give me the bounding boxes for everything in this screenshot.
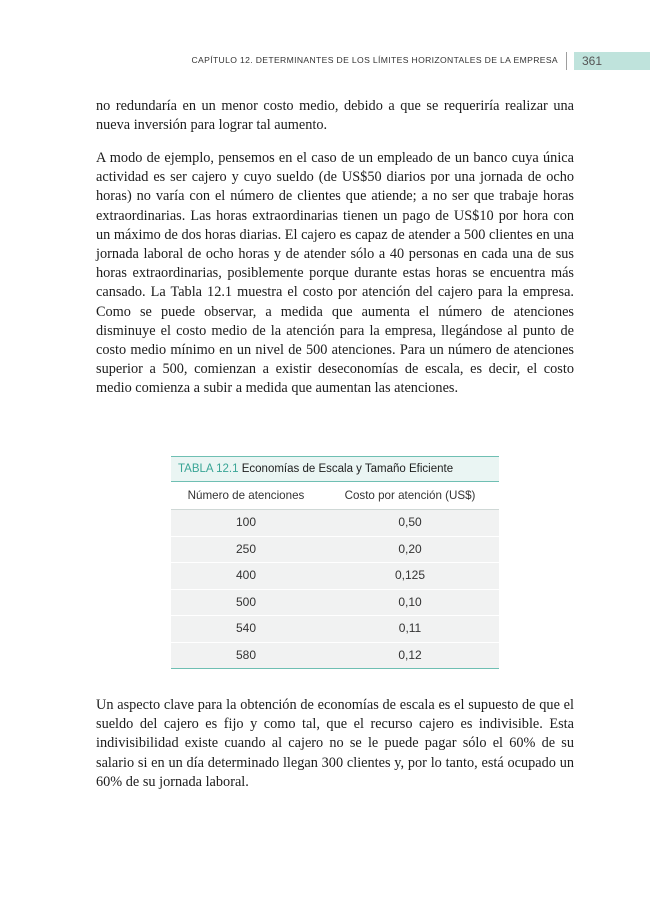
table-caption [171, 456, 499, 482]
cell-attentions: 500 [235, 594, 257, 609]
table-row [171, 510, 499, 537]
table-row [171, 563, 499, 590]
table-label: TABLA 12.1 [178, 463, 239, 475]
cell-attentions: 400 [235, 568, 257, 582]
running-header [0, 52, 650, 70]
chapter-title: CAPÍTULO 12. DETERMINANTES DE LOS LÍMITES HORIZONTALES DE LA EMPRESA [191, 55, 558, 65]
cell-cost: 0,50 [398, 515, 422, 529]
table-row [171, 643, 499, 670]
table-row [171, 590, 499, 617]
cell-attentions: 580 [235, 647, 257, 662]
page-number: 361 [574, 52, 650, 70]
table-row [171, 537, 499, 564]
cell-attentions: 540 [235, 621, 257, 635]
cell-cost: 0,20 [398, 541, 422, 556]
paragraph-indivisibility: Un aspecto clave para la obtención de economías de escala es el supuesto de que el sueldo del cajero es fijo y como tal, que el recurso cajero es indivisible. Esta indivisibilidad existe cuando al cajero no se le puede pagar sólo el 60% de su salario si en un día determinado llegan 300 clientes y, por lo tanto, está ocupado un 60% de su jornada laboral. [96, 697, 574, 790]
cell-attentions: 250 [235, 541, 257, 556]
cell-cost: 0,12 [398, 647, 422, 662]
table-12-1 [171, 456, 499, 669]
table-row [171, 616, 499, 643]
paragraph-example: A modo de ejemplo, pensemos en el caso de un empleado de un banco cuya única actividad es ser cajero y cuyo sueldo (de US$50 diarios por una jornada de ocho horas) no varía con el número de clientes que atiende; a no ser que trabaje horas extraordinarias. Las horas extraordinarias tienen un pago de US$10 por hora con un máximo de dos horas diarias. El cajero es capaz de atender a 500 clientes en una jornada laboral de ocho horas y de atender sólo a 40 personas en cada una de sus horas extraordinarias, posiblemente porque durante estas horas se encuentra más cansado. La Tabla 12.1 muestra el costo por atención del cajero para la empresa. Como se puede observar, a medida que aumenta el número de atenciones disminuye el costo medio de la atención para la empresa, llegándose al punto de costo medio mínimo en un nivel de 500 atenciones. Para un número de atenciones superior a 500, comienzan a existir deseconomías de escala, es decir, el costo medio comienza a subir a medida que aumentan las atenciones. [96, 150, 574, 397]
table-title: Economías de Escala y Tamaño Eficiente [241, 463, 454, 475]
cell-cost: 0,11 [398, 621, 422, 635]
header-divider [566, 52, 567, 70]
table-header-row [171, 482, 499, 510]
cell-attentions: 100 [235, 515, 257, 529]
cell-cost: 0,10 [398, 594, 422, 609]
column-header-cost: Costo por atención (US$) [344, 489, 476, 502]
cell-cost: 0,125 [394, 568, 426, 582]
paragraph-continuation: no redundaría en un menor costo medio, debido a que se requeriría realizar una nueva inversión para lograr tal aumento. [96, 98, 574, 134]
column-header-attentions: Número de atenciones [187, 489, 305, 502]
